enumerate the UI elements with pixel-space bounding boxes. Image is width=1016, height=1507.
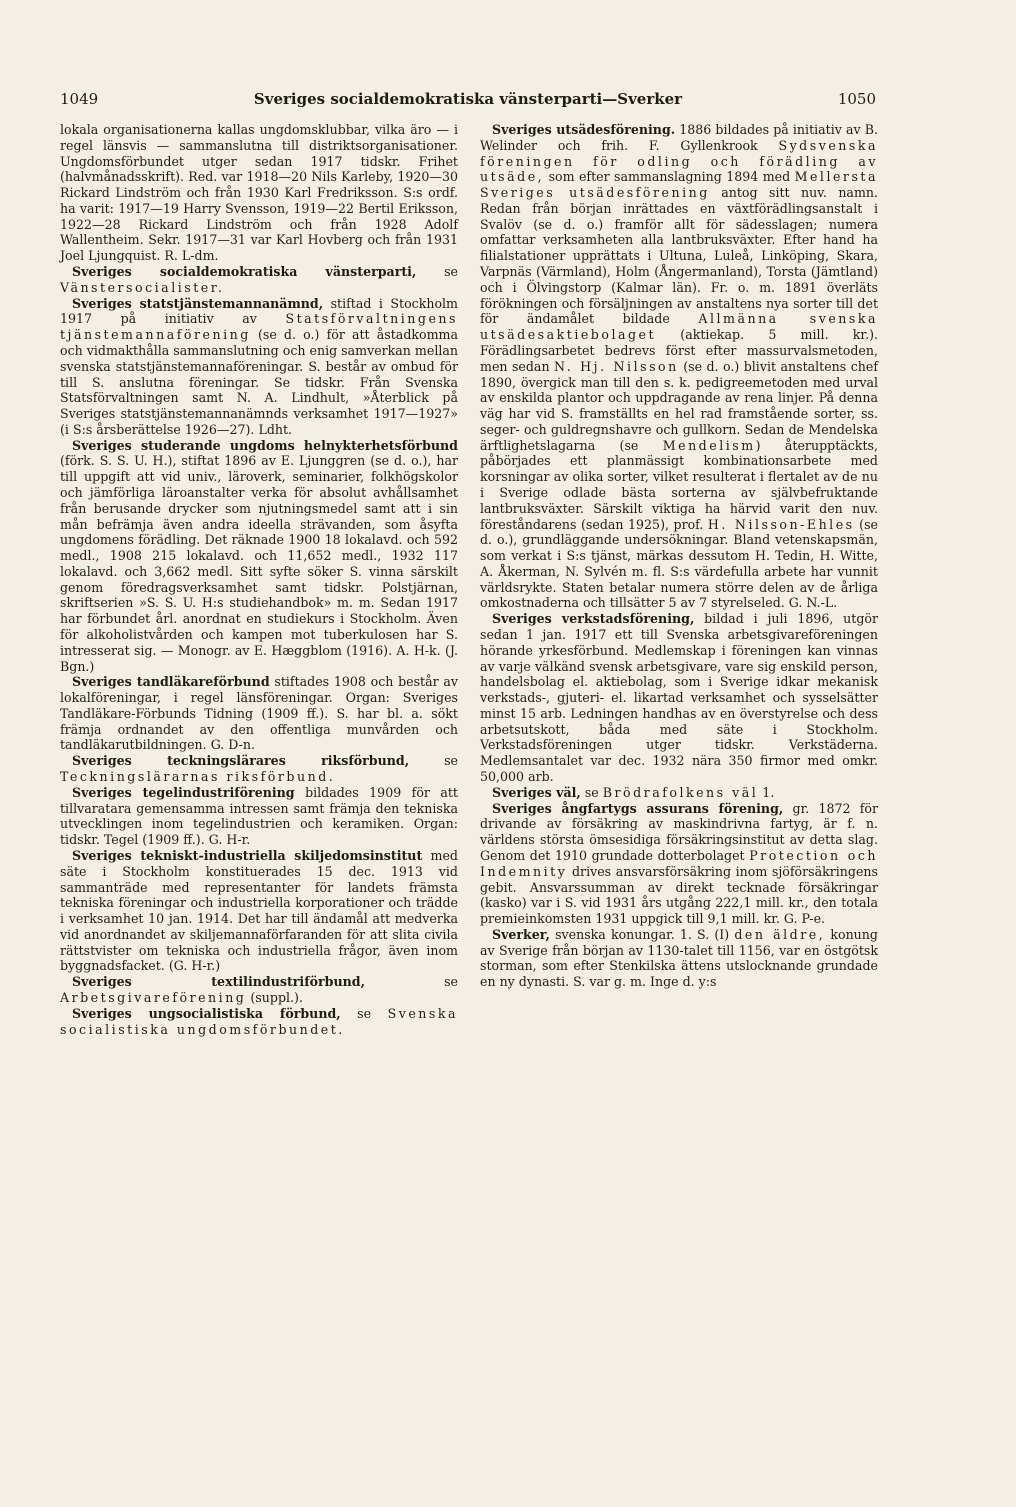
entry-angfartygs-assurans-forening: Sveriges ångfartygs assurans förening, gr. 1872 för drivande av försäkring av maskindrivna fartyg, är f. n. världens största ömsesidiga försäkringsinstitut av detta slag. Genom det 1910 grundade dotterbolaget Protection och Indemnity drives ansvarsförsäkring inom sjöförsäkringens gebit. Ansvarssumman av direkt tecknade försäkringar (kasko) var i S. vid 1931 års utgång 222,1 mill. kr., den totala premieinkomsten 1931 uppgick till 9,1 mill. kr. G. P-e. [480,800,878,927]
entry-studerande-ungdoms-helnykterhetsforbund: Sveriges studerande ungdoms helnykterhetsförbund (förk. S. S. U. H.), stiftat 1896 av E. Ljunggren (se d. o.), har till uppgift att vid univ., läroverk, seminarier, folkhögskolor och jämförliga läroanstalter verka för absolut avhållsamhet från berusande drycker som njutningsmedel samt att i sin mån befrämja även andra ideella strävanden, som åsyfta ungdomens förädling. Det räknade 1900 18 lokalavd. och 592 medl., 1908 215 lokalavd. och 11,652 medl., 1932 117 lokalavd. och 3,662 medl. Sitt syfte söker S. vinna särskilt genom föredragsverksamhet samt tidskr. Polstjärnan, skriftserien »S. S. U. H:s studiehandbok» m. m. Sedan 1917 har förbundet årl. anordnat en studiekurs i Stockholm. Även för alkoholistvården och kampen mot tuberkulosen har S. intresserat sig. — Monogr. av E. Hæggblom (1916). A. H-k. (J. Bgn.) [60,437,458,674]
spaced-name: Allmänna svenska utsädesaktiebolaget [480,311,878,343]
spaced-name: Mellersta Sveriges utsädesförening [480,169,878,201]
headword: Sveriges textilindustriförbund, [72,974,365,990]
running-title: Sveriges socialdemokratiska vänsterparti—Sverker [253,90,683,108]
headword: Sveriges tegelindustriförening [72,784,295,800]
headword: Sveriges ungsocialistiska förbund, [72,1005,341,1021]
page-number-left: 1049 [60,90,99,108]
entry-sverker: Sverker, svenska konungar. 1. S. (I) den äldre, konung av Sverige från början av 1130-talet till 1156, var en östgötsk storman, som efter Stenkilska ättens utslocknande grundade en ny dynasti. S. var g. m. Inge d. y:s [480,926,878,990]
author-signature: G. N.-L. [788,595,838,611]
cross-reference[interactable]: Statsförvaltningens tjänstemannaförening [60,311,458,343]
headword: Sveriges tandläkareförbund [72,674,270,690]
entry-continuation: lokala organisationerna kallas ungdomsklubbar, vilka äro — i regel länsvis — sammanslutna till distriktsorganisationer. Ungdomsförbundet utger sedan 1917 tidskr. Frihet (halvmånadsskrift). Red. var 1918—20 Nils Karleby, 1920—30 Rickard Lindström och från 1930 Karl Fredriksson. S:s ordf. ha varit: 1917—19 Harry Svensson, 1919—22 Bertil Eriksson, 1922—28 Rickard Lindström och från 1928 Adolf Wallentheim. Sekr. 1917—31 var Karl Hovberg och från 1931 Joel Ljungquist. R. L-dm. [60,122,458,264]
author-signature: R. L-dm. [164,248,219,264]
page-number-right: 1050 [837,90,876,108]
author-signature: Ldht. [258,421,293,437]
headword: Sveriges ångfartygs assurans förening, [492,800,784,816]
headword: Sveriges teckningslärares riksförbund, [72,753,410,769]
spaced-name: Protection och Indemnity [480,847,878,879]
entry-tandlakareforbund: Sveriges tandläkareförbund stiftades 1908 och består av lokalföreningar, i regel länsföreningar. Organ: Sveriges Tandläkare-Förbunds Tidning (1909 ff.). S. har bl. a. sökt främja ordnandet av den offentliga munvården och tandläkarutbildningen. G. D-n. [60,674,458,753]
entry-textilindustriforbund: Sveriges textilindustriförbund, se Arbetsgivareförening (suppl.). [60,974,458,1005]
headword: Sveriges socialdemokratiska vänsterparti, [72,264,417,280]
entry-teckningslarares-riksforbund: Sveriges teckningslärares riksförbund, se Teckningslärarnas riksförbund. [60,753,458,785]
left-column [60,122,458,1037]
headword: Sveriges tekniskt-industriella skiljedomsinstitut [72,847,423,863]
entry-verkstadsforening: Sveriges verkstadsförening, bildad i juli 1896, utgör sedan 1 jan. 1917 ett till Svenska arbetsgivareföreningen hörande yrkesförbund. Medlemskap i föreningen kan vinnas av varje välkänd svensk arbetsgivare, vare sig enskild person, handelsbolag el. aktiebolag, som i Sverige idkar mekanisk verkstads-, gjuteri- el. likartad verksamhet och sysselsätter minst 15 arb. Ledningen handhas av en överstyrelse och dess arbetsutskott, båda med säte i Stockholm. Verkstadsföreningen utger tidskr. Verkstäderna. Medlemsantalet var dec. 1932 nära 350 firmor med omkr. 50,000 arb. [480,611,878,785]
cross-reference[interactable]: Vänstersocialister. [60,279,225,295]
headword: Sverker, [492,926,550,942]
headword: Sveriges studerande ungdoms helnykterhetsförbund [72,437,458,453]
author-signature: A. H-k. (J. Bgn.) [60,642,458,674]
spaced-name: den äldre, [734,926,826,942]
author-signature: G. D-n. [210,737,256,753]
cross-reference[interactable]: Brödrafolkens väl [602,784,759,800]
page-header [60,90,876,114]
cross-reference[interactable]: Mendelism [662,437,756,453]
entry-ungsocialistiska-forbund: Sveriges ungsocialistiska förbund, se Svenska socialistiska ungdomsförbundet. [60,1005,458,1037]
entry-tekniskt-industriella-skiljedomsinstitut: Sveriges tekniskt-industriella skiljedomsinstitut med säte i Stockholm konstituerades 15 dec. 1913 vid sammanträde med representanter för landets främsta tekniska föreningar och industriella korporationer och trädde i verksamhet 10 jan. 1914. Det har till ändamål att medverka vid anordnandet av skiljemannaförfaranden för att slita civila rättstvister om tekniska och industriella frågor, även inom byggnadsfacket. (G. H-r.) [60,847,458,974]
cross-reference[interactable]: Teckningslärarnas riksförbund. [60,769,336,785]
entry-statstjanstemannanamnd: Sveriges statstjänstemannanämnd, stiftad i Stockholm 1917 på initiativ av Statsförvaltningens tjänstemannaförening (se d. o.) för att åstadkomma och vidmakthålla sammanslutning och enig samverkan mellan svenska statstjänstemannaföreningar. S. består av ombud för till S. anslutna föreningar. Se tidskr. Från Svenska Statsförvaltningen samt N. A. Lindhult, »Återblick på Sveriges statstjänstemannanämnds verksamhet 1917—1927» (i S:s årsberättelse 1926—27). Ldht. [60,295,458,437]
author-signature: G. H-r. [208,832,251,848]
headword: Sveriges utsädesförening. [492,122,676,137]
cross-reference[interactable]: N. Hj. Nilsson [554,358,679,374]
headword: Sveriges statstjänstemannanämnd, [72,295,324,311]
entry-utsadesforening: Sveriges utsädesförening. 1886 bildades på initiativ av B. Welinder och frih. F. Gyllenkrook Sydsvenska föreningen för odling och förädling av utsäde, som efter sammanslagning 1894 med Mellersta Sveriges utsädesförening antog sitt nuv. namn. Redan från början inrättades en växtförädlingsanstalt i Svalöv (se d. o.) framför allt för sädesslagen; numera omfattar verksamheten alla lantbruksväxter. Efter hand ha filialstationer upprättats i Ultuna, Luleå, Linköping, Skara, Varpnäs (Värmland), Holm (Ångermanland), Torsta (Jämtland) och i Ölvingstorp (Kalmar län). Fr. o. m. 1891 överläts förökningen och försäljningen av anstaltens nya sorter till det för ändamålet bildade Allmänna svenska utsädesaktiebolaget (aktiekap. 5 mill. kr.). Förädlingsarbetet bedrevs först efter massurvalsmetoden, men sedan N. Hj. Nilsson (se d. o.) blivit anstaltens chef 1890, övergick man till den s. k. pedigreemetoden med urval av enskilda plantor och uppdragande av rena linjer. På denna väg har vid S. framställts en hel rad framstående sorter, ss. seger- och guldregnshavre och gullkorn. Sedan de Mendelska ärftlighetslagarna (se Mendelism) återupptäckts, påbörjades ett planmässigt kombinationsarbete med korsningar av olika sorter, vilket resulterat i flertalet av de nu i Sverige odlade bästa sorterna av självbefruktande lantbruksväxter. Särskilt viktiga ha härvid varit den nuv. föreståndarens (sedan 1925), prof. H. Nilsson-Ehles (se d. o.), grundläggande undersökningar. Bland vetenskapsmän, som verkat i S:s tjänst, märkas dessutom H. Tedin, H. Witte, A. Åkerman, N. Sylvén m. fl. S:s värdefulla arbete har vunnit världsrykte. Staten betalar numera större delen av de årliga omkostnaderna och tillsätter 5 av 7 styrelseled. G. N.-L. [480,122,879,611]
cross-reference[interactable]: Arbetsgivareförening [60,989,247,1005]
author-signature: (G. H-r.) [168,958,221,974]
entry-tegelindustriforening: Sveriges tegelindustriförening bildades 1909 för att tillvaratara gemensamma intressen samt främja den tekniska utvecklingen inom tegelindustrien och keramiken. Organ: tidskr. Tegel (1909 ff.). G. H-r. [60,784,458,848]
entry-sveriges-val: Sveriges väl, se Brödrafolkens väl 1. [492,784,775,800]
right-column [480,122,878,990]
author-signature: G. P-e. [783,911,826,927]
spaced-name: Sydsvenska föreningen för odling och förädling av utsäde, [480,137,878,185]
cross-reference[interactable]: Svenska socialistiska ungdomsförbundet. [60,1005,458,1037]
headword: Sveriges verkstadsförening, [492,611,695,627]
entry-socialdemokratiska-vansterparti: Sveriges socialdemokratiska vänsterparti, se Vänstersocialister. [60,264,458,295]
headword: Sveriges väl, [492,784,581,800]
cross-reference[interactable]: H. Nilsson-Ehles [707,516,855,532]
